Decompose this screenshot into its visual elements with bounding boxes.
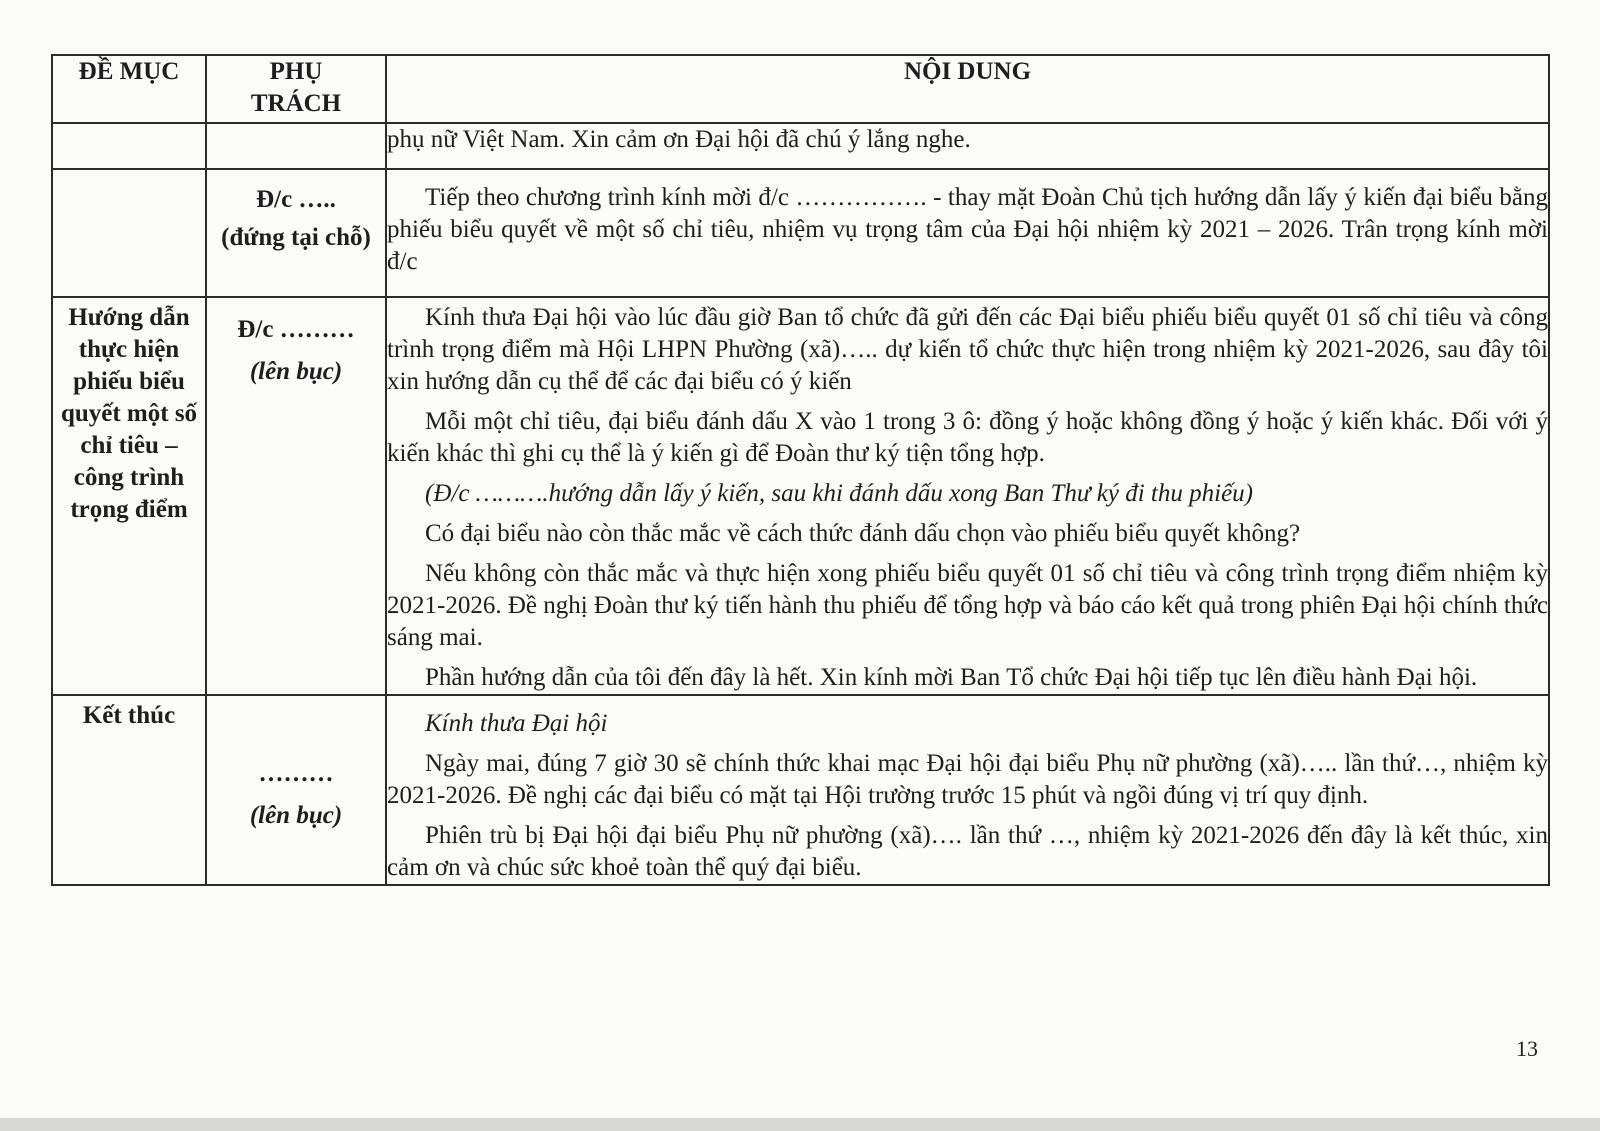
header-de-muc: ĐỀ MỤC <box>52 55 206 123</box>
table-row <box>52 123 1549 169</box>
row2-owner-name: Đ/c ….. <box>256 186 336 213</box>
row4-greeting: Kính thưa Đại hội <box>425 710 608 737</box>
row3-paragraph: Kính thưa Đại hội vào lúc đầu giờ Ban tổ chức đã gửi đến các Đại biểu phiếu biểu quyết 01 số chỉ tiêu và công trình trọng điểm mà Hội LHPN Phường (xã)….. dự kiến tổ chức thực hiện trong nhiệm kỳ 2021-2026, sau đây tôi xin hướng dẫn cụ thể để các đại biểu có ý kiến <box>387 304 1548 395</box>
row3-owner-name: Đ/c ……… <box>237 316 355 343</box>
row3-paragraph: Phần hướng dẫn của tôi đến đây là hết. Xin kính mời Ban Tổ chức Đại hội tiếp tục lên điều hành Đại hội. <box>425 664 1478 691</box>
row4-section-title: Kết thúc <box>82 702 176 729</box>
row3-owner-cell <box>206 297 386 695</box>
row3-paragraph-note: (Đ/c ……….hướng dẫn lấy ý kiến, sau khi đánh dấu xong Ban Thư ký đi thu phiếu) <box>425 480 1253 507</box>
scan-edge <box>0 1118 1600 1131</box>
row2-content: Tiếp theo chương trình kính mời đ/c ……………. - thay mặt Đoàn Chủ tịch hướng dẫn lấy ý kiến đại biểu bằng phiếu biểu quyết về một số chỉ tiêu, nhiệm vụ trọng tâm của Đại hội nhiệm kỳ 2021 – 2026. Trân trọng kính mời đ/c <box>387 184 1548 275</box>
row2-content-cell <box>386 169 1549 297</box>
row3-paragraph: Nếu không còn thắc mắc và thực hiện xong phiếu biểu quyết 01 số chỉ tiêu và công trình trọng điểm nhiệm kỳ 2021-2026. Đề nghị Đoàn thư ký tiến hành thu phiếu để tổng hợp và báo cáo kết quả trong phiên Đại hội chính thức sáng mai. <box>387 560 1548 651</box>
row3-paragraph: Mỗi một chỉ tiêu, đại biểu đánh dấu X vào 1 trong 3 ô: đồng ý hoặc không đồng ý hoặc ý kiến khác. Đối với ý kiến khác thì ghi cụ thể là ý kiến gì để Đoàn thư ký tiện tổng hợp. <box>387 408 1548 467</box>
row4-content-cell <box>386 695 1549 885</box>
row3-content-cell <box>386 297 1549 695</box>
row1-section-cell <box>52 123 206 169</box>
page-number: 13 <box>1516 1036 1538 1061</box>
row2-owner-cell <box>206 169 386 297</box>
row1-owner-cell <box>206 123 386 169</box>
row4-owner-cell <box>206 695 386 885</box>
table-row <box>52 297 1549 695</box>
table-row <box>52 169 1549 297</box>
header-phu-trach <box>206 55 386 123</box>
row3-section-cell <box>52 297 206 695</box>
row4-owner-note: (lên bục) <box>249 802 343 829</box>
table-row <box>52 695 1549 885</box>
row4-section-cell <box>52 695 206 885</box>
header-phu-trach-line2: TRÁCH <box>250 90 342 117</box>
row4-owner-name: ……… <box>258 760 334 787</box>
row1-content-cell <box>386 123 1549 169</box>
row2-owner-note: (đứng tại chỗ) <box>221 224 371 251</box>
row4-paragraph: Phiên trù bị Đại hội đại biểu Phụ nữ phường (xã)…. lần thứ …, nhiệm kỳ 2021-2026 đến đây là kết thúc, xin cảm ơn và chúc sức khoẻ toàn thể quý đại biểu. <box>387 822 1548 881</box>
row1-content: phụ nữ Việt Nam. Xin cảm ơn Đại hội đã chú ý lắng nghe. <box>387 126 971 153</box>
table-header-row <box>52 55 1549 123</box>
row3-paragraph: Có đại biểu nào còn thắc mắc về cách thức đánh dấu chọn vào phiếu biểu quyết không? <box>425 520 1301 547</box>
header-phu-trach-line1: PHỤ <box>269 58 323 85</box>
row4-paragraph: Ngày mai, đúng 7 giờ 30 sẽ chính thức khai mạc Đại hội đại biểu Phụ nữ phường (xã)….. lần thứ…, nhiệm kỳ 2021-2026. Đề nghị các đại biểu có mặt tại Hội trường trước 15 phút và ngồi đúng vị trí quy định. <box>387 750 1548 809</box>
header-noi-dung: NỘI DUNG <box>386 55 1549 123</box>
row3-section-title: Hướng dẫn thực hiện phiếu biểu quyết một số chỉ tiêu – công trình trọng điểm <box>60 304 198 523</box>
row2-section-cell <box>52 169 206 297</box>
row3-owner-note: (lên bục) <box>249 358 343 385</box>
program-table <box>51 54 1550 886</box>
